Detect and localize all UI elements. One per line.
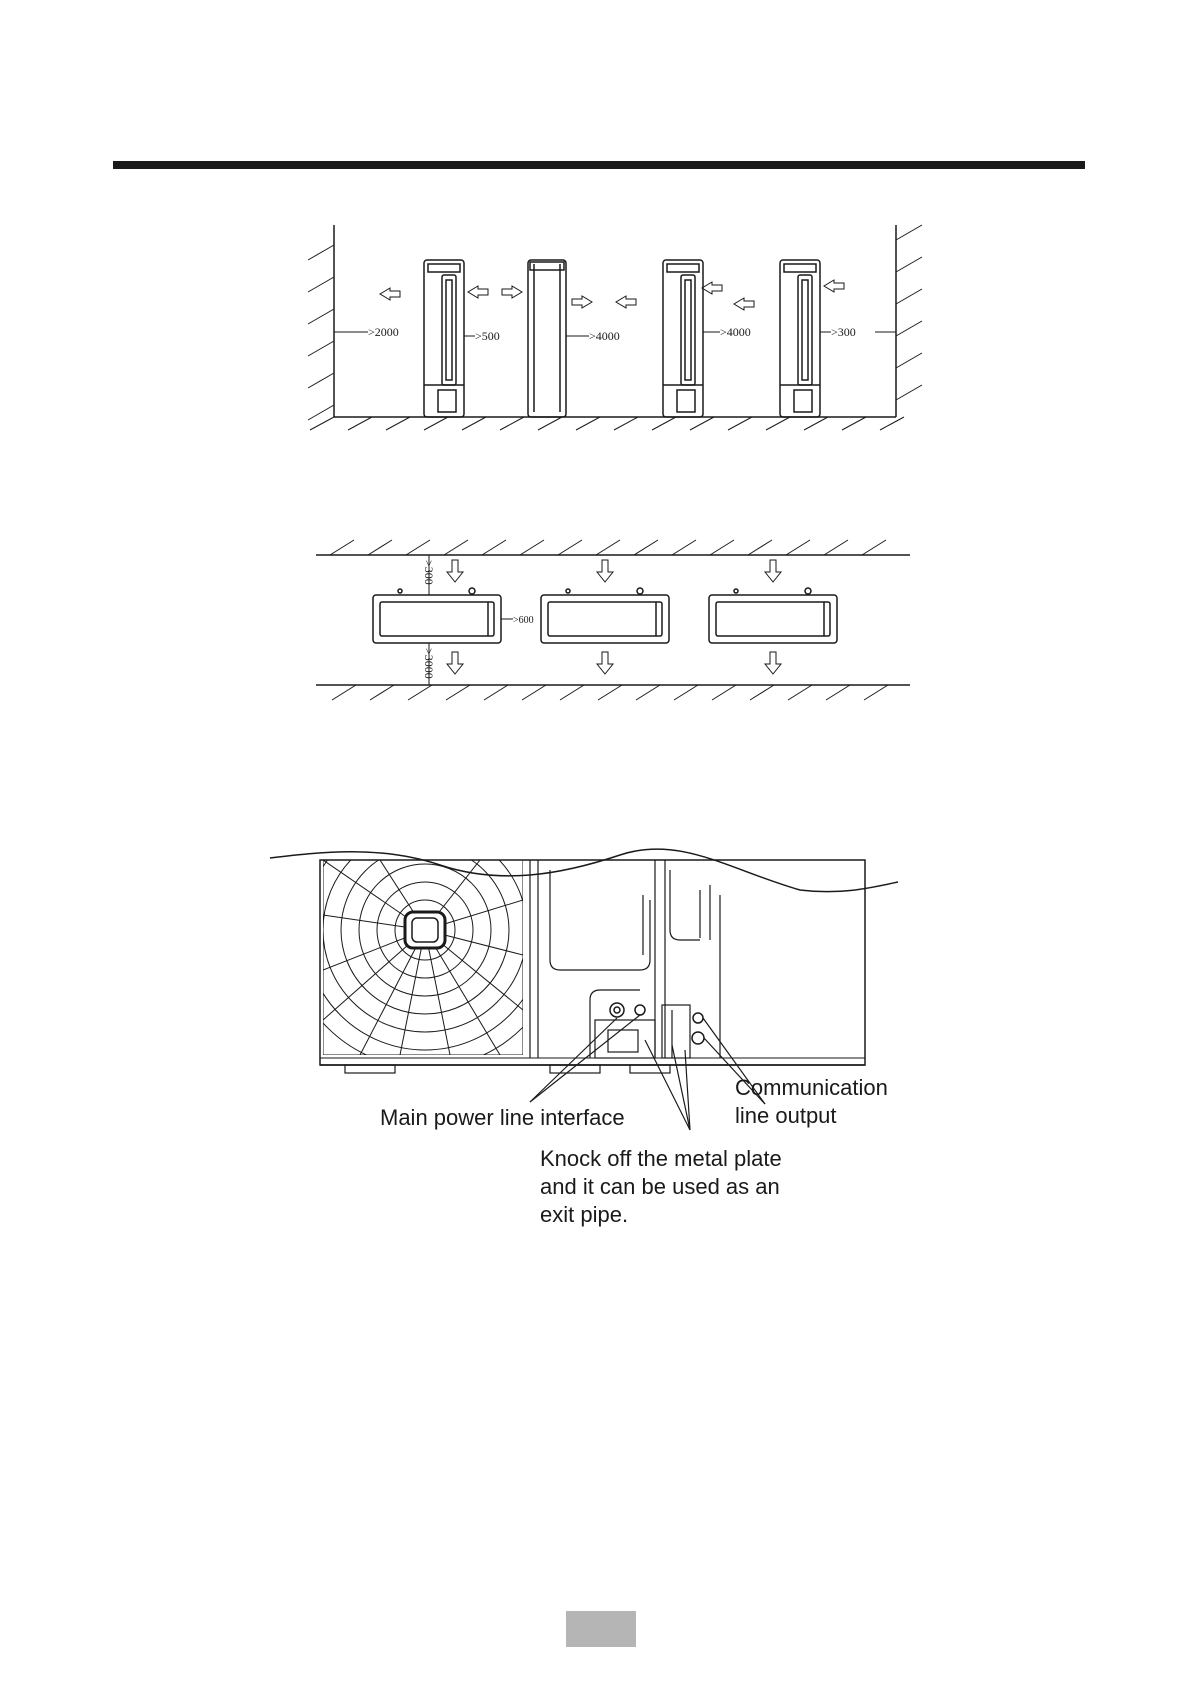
front-wall-hatching xyxy=(332,685,888,700)
cutaway-edge xyxy=(270,849,898,892)
header-rule xyxy=(113,161,1085,169)
airflow-arrows xyxy=(380,280,844,310)
clearance-label-2: >500 xyxy=(475,329,500,343)
dimension-labels xyxy=(368,325,856,343)
unit-side-4 xyxy=(780,260,820,417)
knock-off-label-2: and it can be used as an xyxy=(540,1174,780,1199)
unit-side-1 xyxy=(424,260,464,417)
side-panel xyxy=(530,860,720,1058)
right-wall-hatching xyxy=(896,225,922,400)
unit-feet xyxy=(345,1065,670,1073)
rear-wall-hatching xyxy=(330,540,886,555)
communication-line-label-2: line output xyxy=(735,1103,837,1128)
front-clearance-label: >3000 xyxy=(422,648,436,679)
dimension-labels-top xyxy=(422,560,534,679)
top-view-clearance-diagram xyxy=(300,530,940,705)
floor-hatching xyxy=(310,417,904,430)
fan-grille xyxy=(287,840,563,1068)
left-wall-hatching xyxy=(308,245,334,420)
knock-off-label-1: Knock off the metal plate xyxy=(540,1146,782,1171)
clearance-label-4: >4000 xyxy=(720,325,751,339)
clearance-label-1: >2000 xyxy=(368,325,399,339)
airflow-arrows-top xyxy=(447,560,781,674)
clearance-label-5: >300 xyxy=(831,325,856,339)
page-number-box xyxy=(566,1611,636,1647)
callout-labels xyxy=(380,1075,888,1227)
unit-side-2 xyxy=(528,260,566,417)
unit-side-3 xyxy=(663,260,703,417)
unit-top-3 xyxy=(709,588,837,643)
connection-panel xyxy=(590,990,690,1058)
communication-line-label-1: Communication xyxy=(735,1075,888,1100)
main-power-line-label: Main power line interface xyxy=(380,1105,625,1130)
clearance-label-3: >4000 xyxy=(589,329,620,343)
unit-top-2 xyxy=(541,588,669,643)
unit-connection-diagram xyxy=(260,840,960,1250)
unit-top-1 xyxy=(373,588,501,643)
knock-off-label-3: exit pipe. xyxy=(540,1202,629,1227)
between-clearance-label: >600 xyxy=(513,615,534,626)
housing-outline xyxy=(320,860,865,1065)
side-view-clearance-diagram xyxy=(300,220,940,440)
rear-clearance-label: >300 xyxy=(422,560,436,585)
